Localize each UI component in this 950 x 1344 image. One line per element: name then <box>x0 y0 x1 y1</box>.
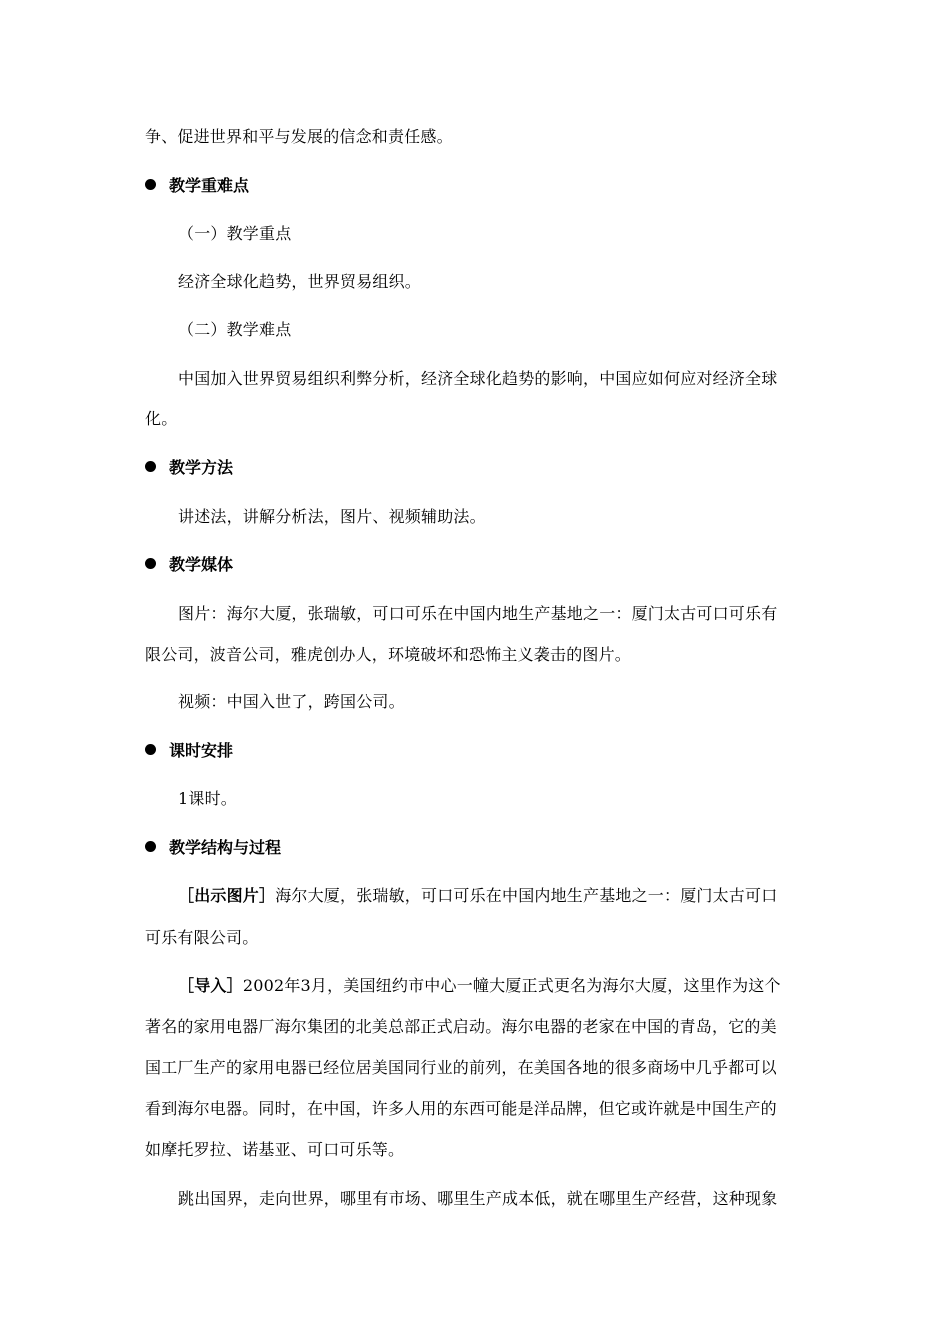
paragraph-line: 限公司，波音公司，雅虎创办人，环境破坏和恐怖主义袭击的图片。 <box>145 645 632 664</box>
paragraph-line: 跳出国界，走向世界，哪里有市场、哪里生产成本低，就在哪里生产经营，这种现象 <box>178 1189 778 1208</box>
section-heading-difficulty <box>145 176 249 196</box>
paragraph-line <box>178 886 810 906</box>
paragraph-line: 视频：中国入世了，跨国公司。 <box>178 692 405 711</box>
heading-text: 课时安排 <box>169 741 234 760</box>
heading-text: 教学重难点 <box>169 176 250 195</box>
paragraph-line: 图片：海尔大厦，张瑞敏，可口可乐在中国内地生产基地之一：厦门太古可口可乐有 <box>178 604 778 623</box>
paragraph-line: 看到海尔电器。同时，在中国，许多人用的东西可能是洋品牌，但它或许就是中国生产的 <box>145 1099 777 1118</box>
paragraph-line: 讲述法，讲解分析法，图片、视频辅助法。 <box>178 507 486 526</box>
heading-text: 教学方法 <box>169 458 234 477</box>
paragraph-line: 争、促进世界和平与发展的信念和责任感。 <box>145 127 453 146</box>
paragraph-line <box>178 976 810 996</box>
paragraph-line: 中国加入世界贸易组织利弊分析，经济全球化趋势的影响，中国应如何应对经济全球 <box>178 369 778 388</box>
paragraph-line: 国工厂生产的家用电器已经位居美国同行业的前列，在美国各地的很多商场中几乎都可以 <box>145 1058 777 1077</box>
section-heading-schedule <box>145 741 233 761</box>
bullet-icon <box>145 744 156 755</box>
heading-text: 教学结构与过程 <box>169 838 282 857</box>
paragraph-line: 经济全球化趋势，世界贸易组织。 <box>178 272 422 291</box>
paragraph-line: 1课时。 <box>178 789 237 808</box>
bullet-icon <box>145 558 156 569</box>
section-heading-structure <box>145 838 281 858</box>
section-heading-method <box>145 458 233 478</box>
bullet-icon <box>145 461 156 472</box>
introduction-tag: ［导入］ <box>178 976 243 995</box>
paragraph-line: 化。 <box>145 409 178 428</box>
paragraph-text: 2002年3月，美国纽约市中心一幢大厦正式更名为海尔大厦，这里作为这个 <box>242 976 781 995</box>
bullet-icon <box>145 841 156 852</box>
heading-text: 教学媒体 <box>169 555 234 574</box>
paragraph-line: 可乐有限公司。 <box>145 928 259 947</box>
paragraph-text: 海尔大厦，张瑞敏，可口可乐在中国内地生产基地之一：厦门太古可口 <box>275 886 778 905</box>
paragraph-line: 如摩托罗拉、诺基亚、可口可乐等。 <box>145 1140 405 1159</box>
subheading-key-points: （一）教学重点 <box>178 224 292 243</box>
show-pictures-tag: ［出示图片］ <box>178 886 276 905</box>
section-heading-media <box>145 555 233 575</box>
subheading-difficult-points: （二）教学难点 <box>178 320 292 339</box>
bullet-icon <box>145 179 156 190</box>
paragraph-line: 著名的家用电器厂海尔集团的北美总部正式启动。海尔电器的老家在中国的青岛，它的美 <box>145 1017 777 1036</box>
